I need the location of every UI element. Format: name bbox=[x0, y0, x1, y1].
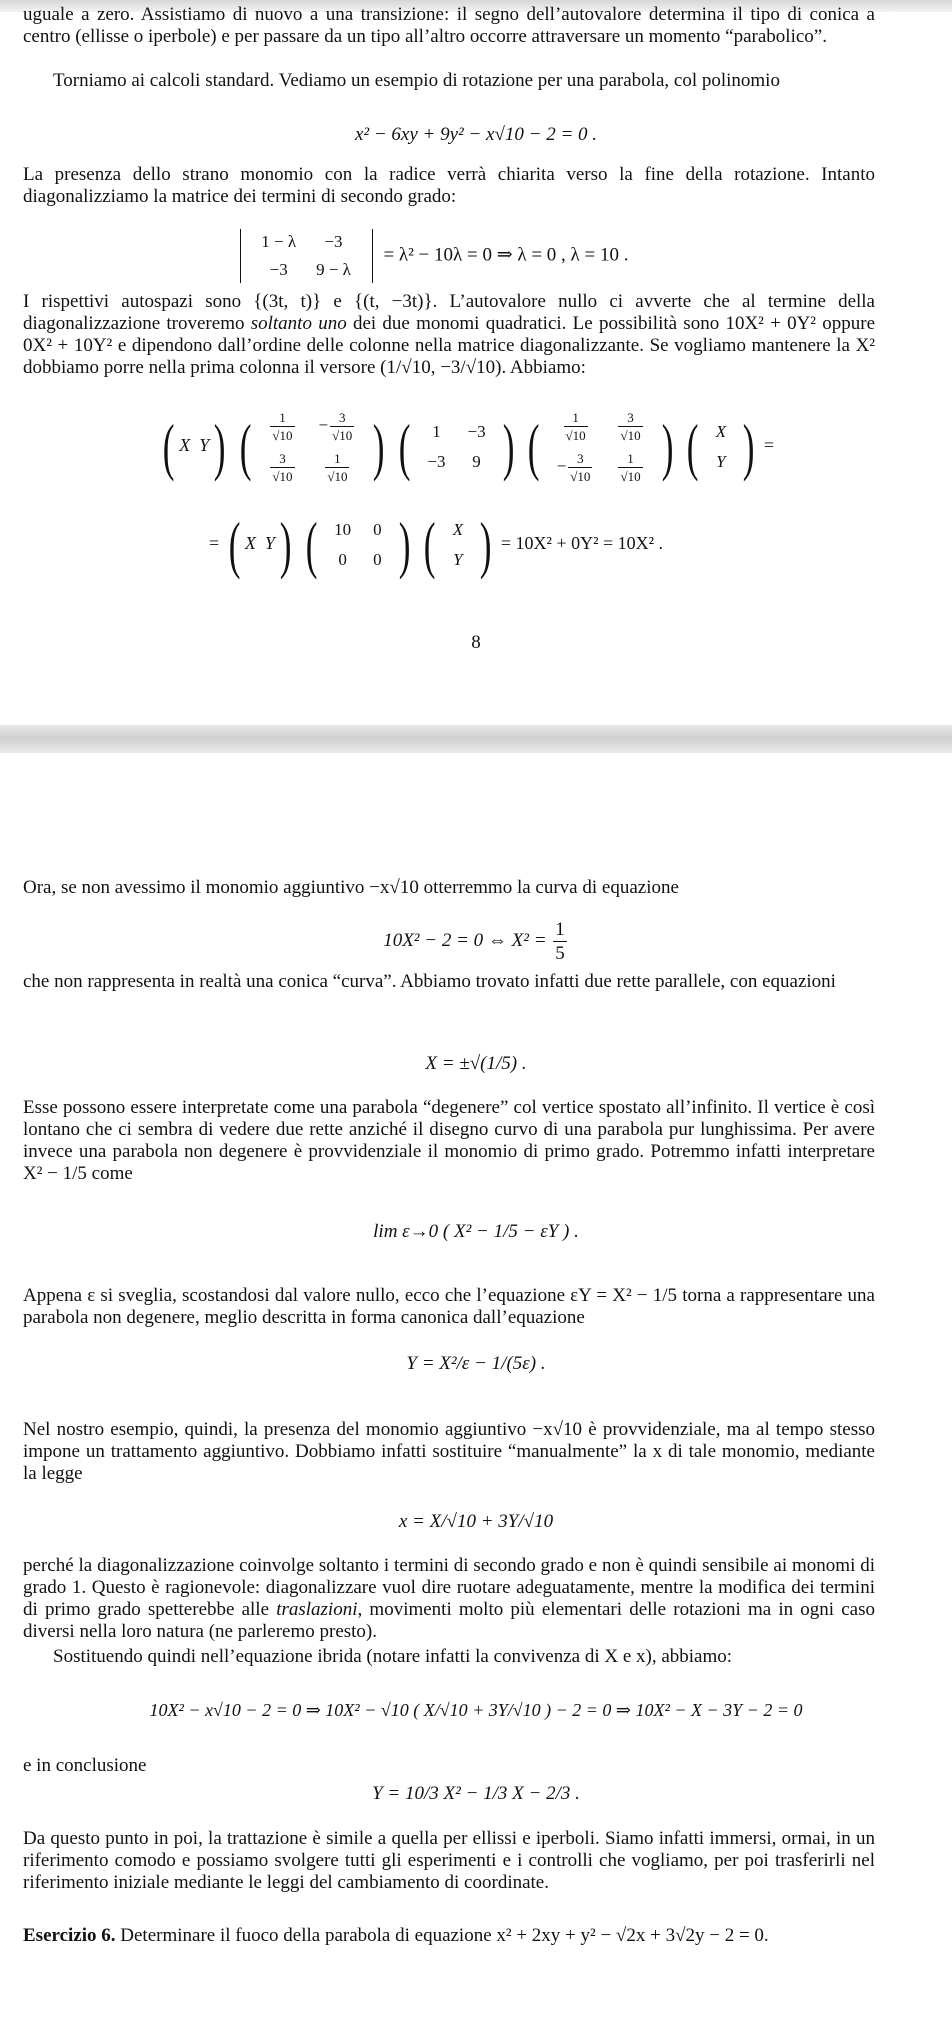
paragraph-10-emphasis: traslazioni bbox=[276, 1599, 358, 1620]
paragraph-10-text-b: , movimenti molto più elementari delle rotazioni ma in ogni caso diversi nella loro natura (ne parleremo presto). bbox=[23, 1599, 875, 1642]
paragraph-10 bbox=[23, 1555, 875, 1643]
equation-degenerate bbox=[0, 920, 952, 963]
page-number: 8 bbox=[471, 632, 481, 653]
equation-polynomial: x² − 6xy + 9y² − x√10 − 2 = 0 . bbox=[354, 124, 598, 145]
row-2-result: = 10X² + 0Y² = 10X² . bbox=[500, 533, 664, 554]
paragraph-2: Torniamo ai calcoli standard. Vediamo un esempio di rotazione per una parabola, col polinomio bbox=[53, 70, 780, 91]
exercise-label: Esercizio 6. bbox=[23, 1925, 116, 1946]
paragraph-7: Esse possono essere interpretate come una parabola “degenere” col vertice spostato all’infinito. Il vertice è così lontano che ci sembra di vedere due rette anziché il disegno curvo di una parabola pur lunghissima. Per avere invece una parabola non degenere è provvidenziale il monomio di primo grado. Potremmo infatti interpretare X² − 1/5 come bbox=[23, 1097, 875, 1184]
equation-conclusion: Y = 10/3 X² − 1/3 X − 2/3 . bbox=[372, 1783, 580, 1804]
row-1-equals: = bbox=[763, 435, 775, 456]
exercise-text: Determinare il fuoco della parabola di equazione x² + 2xy + y² − √2x + 3√2y − 2 = 0. bbox=[120, 1925, 769, 1946]
paragraph-6: che non rappresenta in realtà una conica “curva”. Abbiamo trovato infatti due rette parallele, con equazioni bbox=[23, 971, 836, 992]
equation-substitution: x = X/√10 + 3Y/√10 bbox=[398, 1511, 554, 1532]
page-lower bbox=[0, 753, 952, 2043]
page-upper bbox=[0, 0, 952, 725]
paragraph-3: La presenza dello strano monomio con la radice verrà chiarita verso la fine della rotazione. Intanto diagonalizziamo la matrice dei termini di secondo grado: bbox=[23, 164, 875, 207]
paragraph-10-text-a: perché la diagonalizzazione coinvolge soltanto i termini di secondo grado e non è quindi sensibile ai monomi di grado 1. Questo è ragionevole: diagonalizzare vuol dire ruotare adeguatamente, mentre la modifica dei termini di primo grado spetterebbe alle bbox=[23, 1555, 875, 1620]
paragraph-4-text-a: I rispettivi autospazi sono {(3t, t)} e {(t, −3t)}. L’autovalore nullo ci avverte che al termine della diagonalizzazione troveremo bbox=[23, 291, 875, 334]
det-b: −3 bbox=[324, 232, 343, 251]
row-2-equals: = bbox=[208, 533, 220, 554]
paragraph-4-text-b: dei due monomi quadratici. Le possibilità sono 10X² + 0Y² oppure 0X² + 10Y² e dipendono dall’ordine delle colonne nella matrice diagonalizzante. Se vogliamo mantenere la X² dobbiamo porre nella prima colonna il versore (1/√10, −3/√10). Abbiamo: bbox=[23, 313, 875, 378]
paragraph-4-emphasis: soltanto uno bbox=[250, 313, 347, 334]
page-separator bbox=[0, 725, 952, 753]
paragraph-12: e in conclusione bbox=[23, 1755, 147, 1776]
equation-lines: X = ±√(1/5) . bbox=[425, 1053, 527, 1074]
paragraph-13: Da questo punto in poi, la trattazione è simile a quella per ellissi e iperboli. Siamo infatti immersi, ormai, in un riferimento comodo e possiamo svolgere tutti gli esperimenti e i controlli che vogliamo, per poi trasferirli nel riferimento iniziale mediante le leggi del cambiamento di coordinate. bbox=[23, 1828, 875, 1893]
equation-hybrid: 10X² − x√10 − 2 = 0 ⇒ 10X² − √10 ( X/√10 + 3Y/√10 ) − 2 = 0 ⇒ 10X² − X − 3Y − 2 = 0 bbox=[149, 1700, 803, 1720]
fraction-denominator: 5 bbox=[555, 943, 565, 964]
det-a: 1 − λ bbox=[261, 232, 297, 251]
paragraph-8: Appena ε si sveglia, scostandosi dal valore nullo, ecco che l’equazione εY = X² − 1/5 torna a rappresentare una parabola non degenere, meglio descritta in forma canonica dall’equazione bbox=[23, 1285, 875, 1328]
fraction-numerator: 1 bbox=[555, 919, 565, 940]
paragraph-9: Nel nostro esempio, quindi, la presenza del monomio aggiuntivo −x√10 è provvidenziale, ma al tempo stesso impone un trattamento aggiuntivo. Dobbiamo infatti sostituire “manualmente” la x di tale monomio, mediante la legge bbox=[23, 1419, 875, 1484]
paragraph-1: uguale a zero. Assistiamo di nuovo a una transizione: il segno dell’autovalore determina il tipo di conica a centro (ellisse o iperbole) e per passare da un tipo all’altro occorre attraversare un momento “parabolico”. bbox=[23, 4, 875, 47]
equation-degenerate-text: 10X² − 2 = 0 ⇔ X² = bbox=[383, 929, 547, 951]
determinant-equation bbox=[0, 228, 952, 284]
det-result: = λ² − 10λ = 0 ⇒ λ = 0 , λ = 10 . bbox=[383, 244, 629, 266]
exercise-6 bbox=[23, 1925, 875, 1947]
det-c: −3 bbox=[269, 260, 288, 279]
equation-limit: lim ε→0 ( X² − 1/5 − εY ) . bbox=[373, 1221, 579, 1242]
paragraph-11: Sostituendo quindi nell’equazione ibrida (notare infatti la convivenza di X e x), abbiamo: bbox=[53, 1646, 733, 1667]
matrix-product-row-1: ( X Y) ( $\frac{1}{√10}$ − $\frac{3}{√10}$ $\frac{3}{√10}$ $\frac{1}{√10}$ ) ( 1 −3 −3 9 ) ( $\frac{1}{√10}$ $\frac{3}{√10}$ − $\frac{3}{√10}$ $\frac{1}{√10}$ ) ( X Y ) = bbox=[162, 410, 775, 484]
matrix-product-row-2: = ( X Y) ( 10 0 0 0 ) ( X Y ) = 10X² + 0Y² = 10X² . bbox=[208, 509, 664, 580]
equation-canonical: Y = X²/ε − 1/(5ε) . bbox=[406, 1353, 546, 1374]
det-d: 9 − λ bbox=[316, 260, 351, 279]
paragraph-4 bbox=[23, 291, 875, 379]
paragraph-5: Ora, se non avessimo il monomio aggiuntivo −x√10 otterremmo la curva di equazione bbox=[23, 877, 679, 898]
